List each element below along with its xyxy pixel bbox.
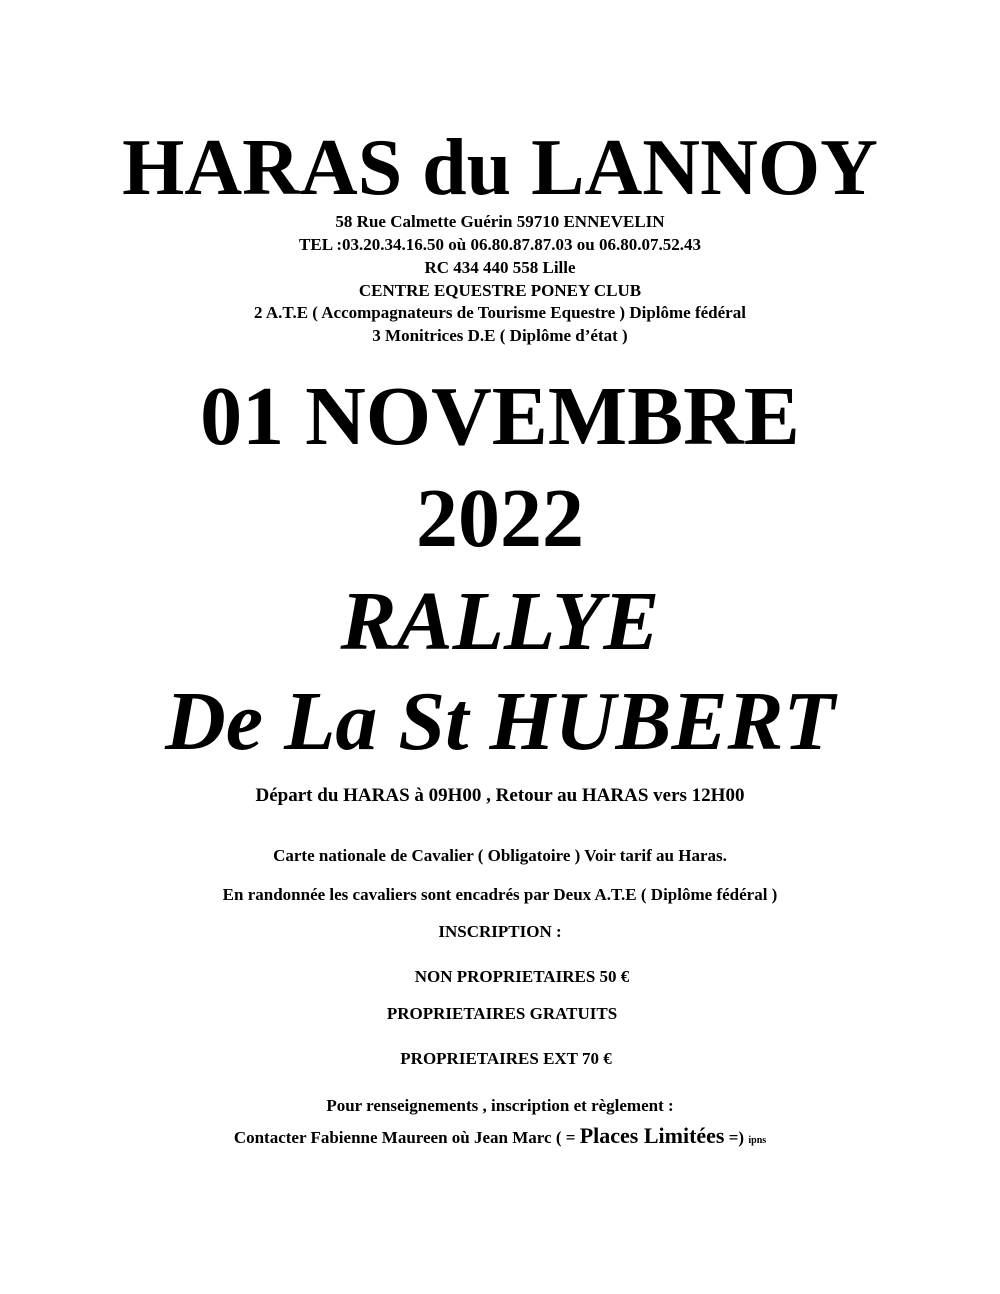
rc-line: RC 434 440 558 Lille	[424, 258, 576, 277]
ate-line: 2 A.T.E ( Accompagnateurs de Tourisme Equestre ) Diplôme fédéral	[254, 303, 746, 322]
price-proprietaires-ext: PROPRIETAIRES EXT 70 €	[400, 1049, 612, 1068]
contact-suffix: =)	[724, 1128, 749, 1147]
event-year: 2022	[416, 472, 584, 565]
monitrices-line: 3 Monitrices D.E ( Diplôme d’état )	[372, 326, 628, 345]
contact-line	[0, 1125, 1000, 1147]
contact-intro: Pour renseignements , inscription et règlement :	[326, 1096, 674, 1115]
randonnee-line: En randonnée les cavaliers sont encadrés par Deux A.T.E ( Diplôme fédéral )	[222, 885, 778, 904]
event-date: 01 NOVEMBRE	[200, 370, 800, 463]
event-subtitle: De La St HUBERT	[165, 675, 835, 768]
address-line: 58 Rue Calmette Guérin 59710 ENNEVELIN	[335, 212, 665, 231]
schedule-line: Départ du HARAS à 09H00 , Retour au HARAS vers 12H00	[255, 785, 745, 806]
event-name: RALLYE	[340, 575, 660, 668]
places-limitees: Places Limitées	[579, 1123, 725, 1148]
price-non-proprietaires: NON PROPRIETAIRES 50 €	[414, 967, 630, 986]
inscription-heading: INSCRIPTION :	[438, 922, 562, 941]
price-proprietaires: PROPRIETAIRES GRATUITS	[386, 1004, 618, 1023]
centre-line: CENTRE EQUESTRE PONEY CLUB	[358, 281, 642, 300]
ipns-mark: ipns	[748, 1135, 767, 1146]
contact-prefix: Contacter Fabienne Maureen où Jean Marc ( =	[233, 1128, 580, 1147]
page-title: HARAS du LANNOY	[122, 124, 878, 212]
phone-line: TEL :03.20.34.16.50 où 06.80.87.87.03 ou 06.80.07.52.43	[299, 235, 701, 254]
carte-line: Carte nationale de Cavalier ( Obligatoire ) Voir tarif au Haras.	[273, 846, 727, 865]
